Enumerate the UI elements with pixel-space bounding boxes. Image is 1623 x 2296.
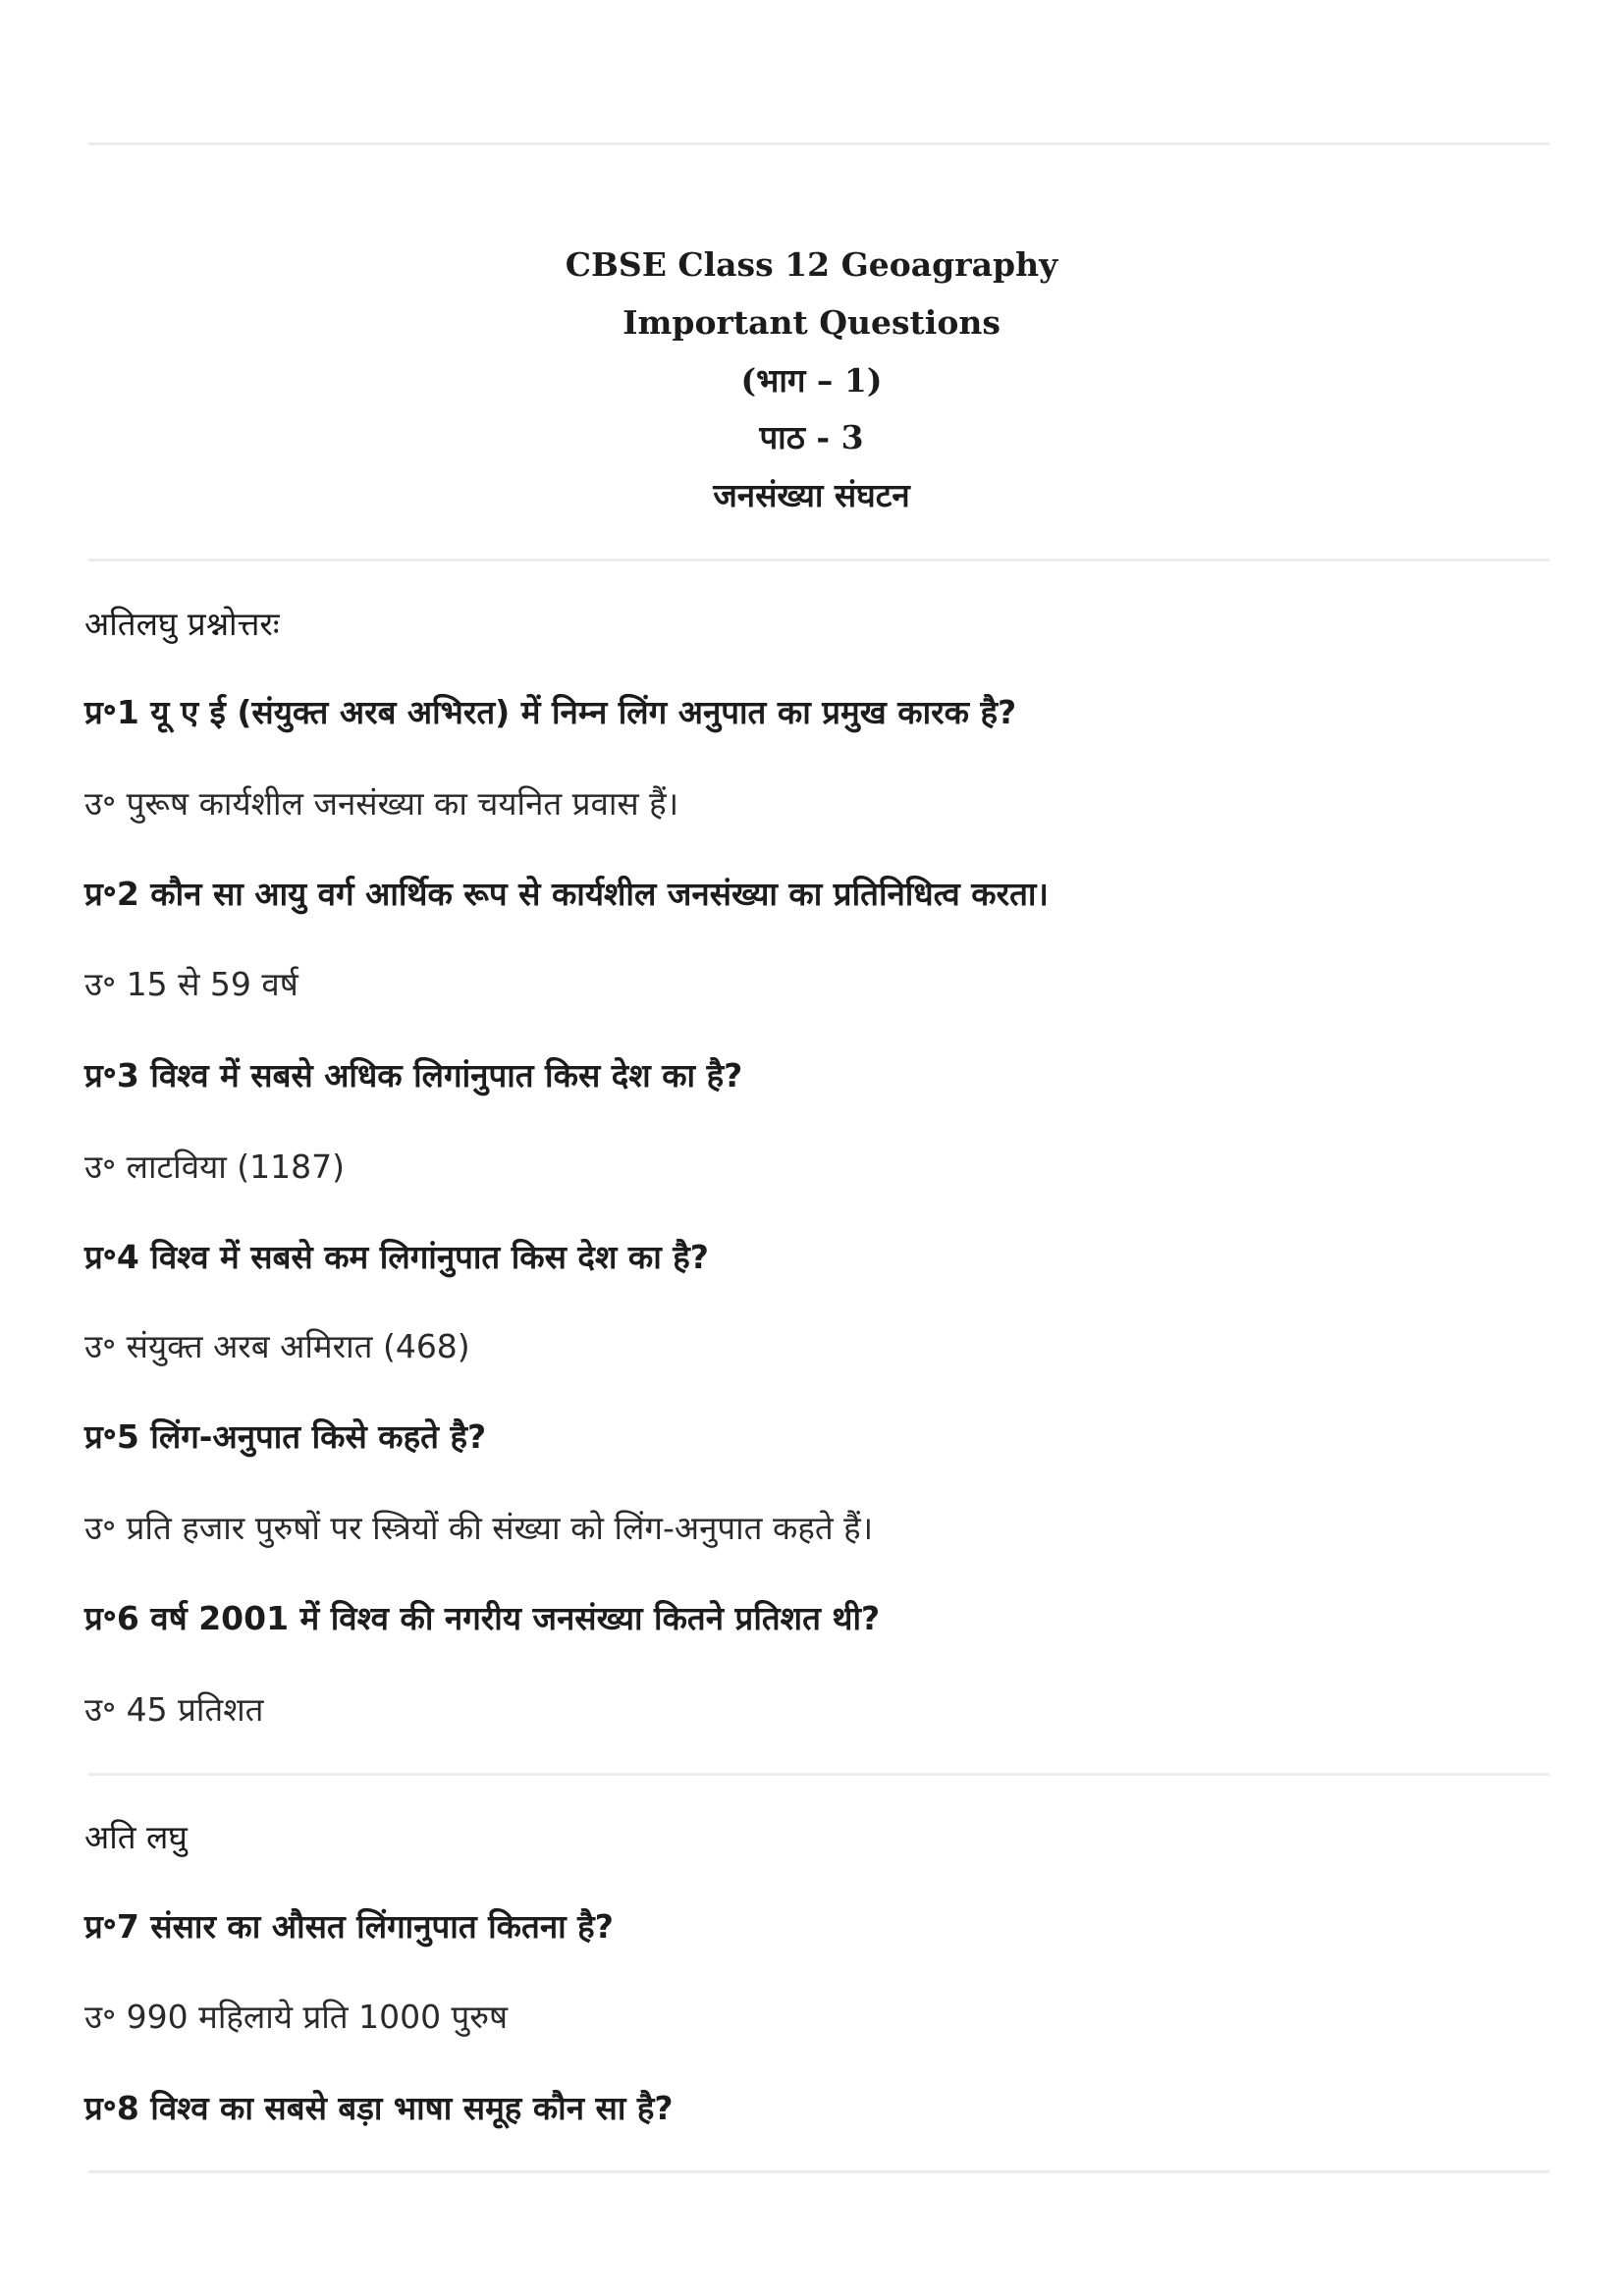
question-5: प्र॰5 लिंग-अनुपात किसे कहते है? — [84, 1417, 487, 1456]
answer-2: उ॰ 15 से 59 वर्ष — [84, 965, 298, 1003]
header-divider — [88, 559, 1549, 561]
question-6: प्र॰6 वर्ष 2001 में विश्व की नगरीय जनसंख्या कितने प्रतिशत थी? — [84, 1599, 881, 1637]
answer-6: उ॰ 45 प्रतिशत — [84, 1690, 264, 1729]
section-heading: अति लघु — [84, 1818, 188, 1856]
question-7: प्र॰7 संसार का औसत लिंगानुपात कितना है? — [84, 1907, 614, 1946]
document-title: CBSE Class 12 Geoagraphy — [565, 245, 1058, 284]
bottom-divider — [88, 2170, 1549, 2173]
answer-1: उ॰ पुरूष कार्यशील जनसंख्या का चयनित प्रवास हैं। — [84, 784, 679, 823]
question-1: प्र॰1 यू ए ई (संयुक्त अरब अभिरत) में निम्न लिंग अनुपात का प्रमुख कारक है? — [84, 693, 1017, 731]
top-divider — [88, 142, 1549, 145]
lesson-title: जनसंख्या संघटन — [713, 476, 910, 514]
section-divider — [88, 1773, 1549, 1776]
answer-4: उ॰ संयुक्त अरब अमिरात (468) — [84, 1327, 470, 1365]
question-4: प्र॰4 विश्व में सबसे कम लिगांनुपात किस देश का है? — [84, 1238, 709, 1276]
question-2: प्र॰2 कौन सा आयु वर्ग आर्थिक रूप से कार्यशील जनसंख्या का प्रतिनिधित्व करता। — [84, 875, 1049, 913]
answer-5: उ॰ प्रति हजार पुरुषों पर स्त्रियों की संख्या को लिंग-अनुपात कहते हैं। — [84, 1509, 874, 1547]
question-3: प्र॰3 विश्व में सबसे अधिक लिगांनुपात किस देश का है? — [84, 1056, 743, 1095]
part-label: (भाग – 1) — [740, 361, 883, 400]
question-8: प्र॰8 विश्व का सबसे बड़ा भाषा समूह कौन सा है? — [84, 2089, 674, 2127]
document-subtitle: Important Questions — [622, 303, 1001, 342]
answer-3: उ॰ लाटविया (1187) — [84, 1148, 345, 1186]
lesson-label: पाठ - 3 — [759, 418, 864, 456]
section-heading: अतिलघु प्रश्नोत्तरः — [84, 605, 280, 643]
answer-7: उ॰ 990 महिलाये प्रति 1000 पुरुष — [84, 1998, 509, 2036]
